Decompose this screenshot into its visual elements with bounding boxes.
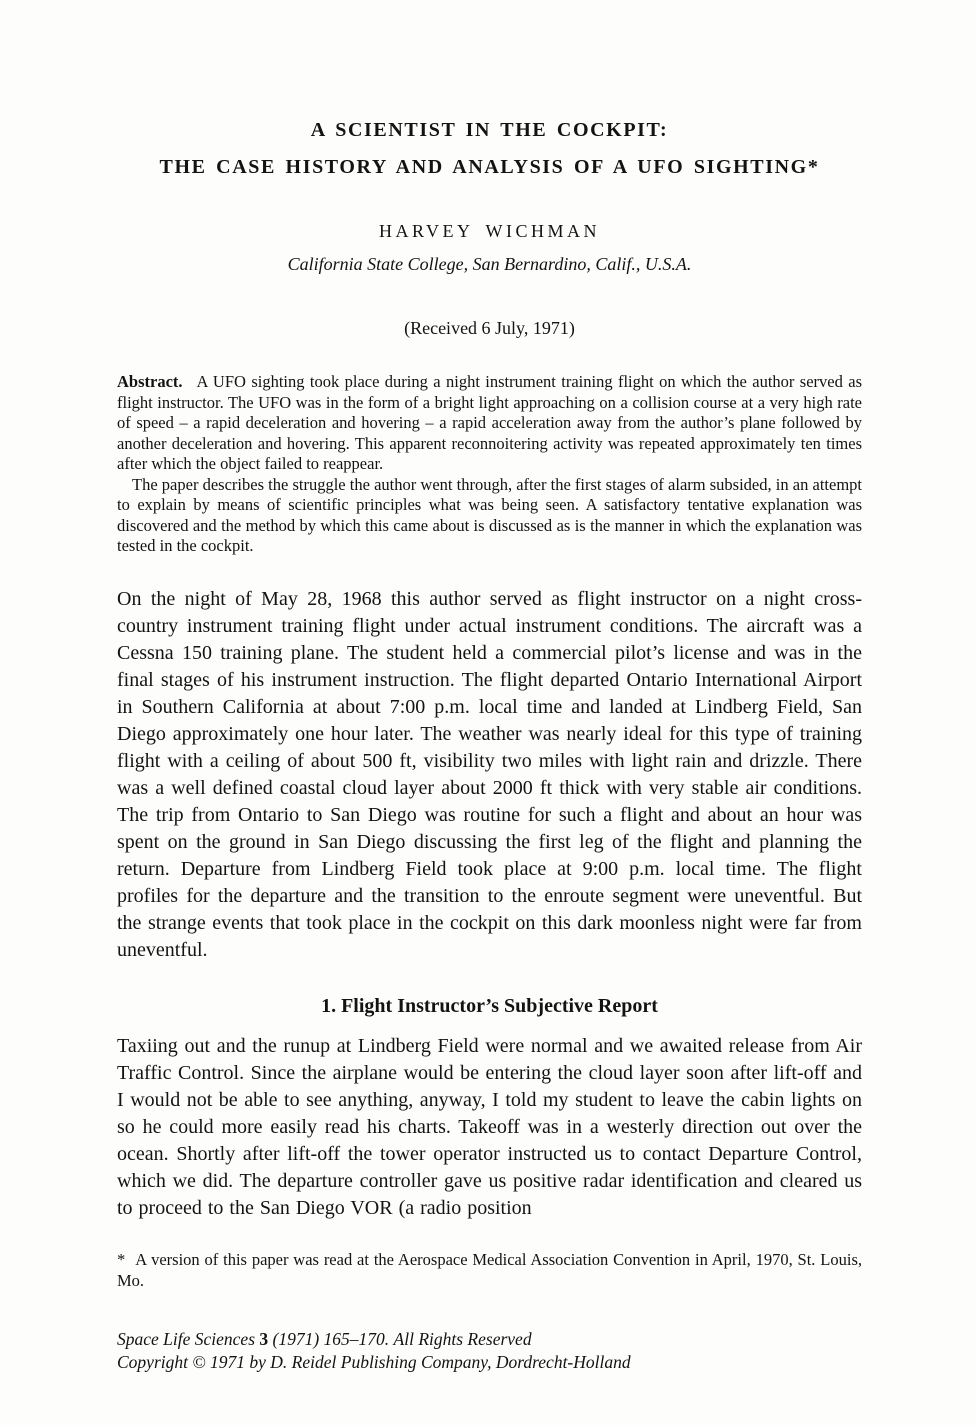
paper-title — [117, 112, 862, 186]
abstract-label: Abstract. — [117, 372, 183, 391]
abstract-paragraph-1-text: A UFO sighting took place during a night instrument training flight on which the author served as flight instructor. The UFO was in the form of a bright light approaching on a collision course at a very high rate of speed – a rapid deceleration and hovering – a rapid acceleration away from the author’s plane followed by another deceleration and hovering. This apparent reconnoitering activity was repeated approximately ten times after which the object failed to reappear. — [117, 372, 862, 473]
journal-name: Space Life Sciences — [117, 1328, 256, 1349]
author-name: HARVEY WICHMAN — [378, 221, 601, 241]
body-paragraph-1: On the night of May 28, 1968 this author served as flight instructor on a night cross-country instrument training flight under actual instrument conditions. The aircraft was a Cessna 150 training plane. The student held a commercial pilot’s license and was in the final stages of his instrument instruction. The flight departed Ontario International Airport in Southern California at about 7:00 p.m. local time and landed at Lindberg Field, San Diego approximately one hour later. The weather was nearly ideal for this type of training flight with a ceiling of about 500 ft, visibility two miles with light rain and drizzle. There was a well defined coastal cloud layer about 2000 ft thick with very stable air conditions. The trip from Ontario to San Diego was routine for such a flight and about an hour was spent on the ground in San Diego discussing the first leg of the flight and planning the return. Departure from Lindberg Field took place at 9:00 p.m. local time. The flight profiles for the departure and the transition to the enroute segment were uneventful. But the strange events that took place in the cockpit on this dark moonless night were far from uneventful. — [117, 587, 862, 961]
rights-statement: All Rights Reserved — [393, 1328, 532, 1349]
copyright-line: Copyright © 1971 by D. Reidel Publishing Company, Dordrecht-Holland — [117, 1351, 631, 1372]
journal-volume: 3 — [259, 1328, 269, 1349]
footnote-marker: * — [117, 1249, 126, 1269]
abstract-section — [117, 372, 862, 557]
author-affiliation: California State College, San Bernardino, Calif., U.S.A. — [287, 254, 692, 274]
section-1-heading: 1. Flight Instructor’s Subjective Report — [321, 994, 658, 1017]
journal-imprint — [117, 1328, 862, 1374]
abstract-paragraph-2: The paper describes the struggle the author went through, after the first stages of alarm subsided, in an attempt to explain by means of scientific principles what was being seen. A satisfactory tentative explanation was discovered and the method by which this came about is discussed as is the manner in which the explanation was tested in the cockpit. — [117, 474, 862, 555]
section-1-paragraph-1: Taxiing out and the runup at Lindberg Field were normal and we awaited release from Air Traffic Control. Since the airplane would be entering the cloud layer soon after lift-off and I would not be able to see anything, anyway, I told my student to leave the cabin lights on so he could more easily read his charts. Takeoff was in a westerly direction out over the ocean. Shortly after lift-off the tower operator instructed us to contact Departure Control, which we did. The departure controller gave us positive radar identification and cleared us to proceed to the San Diego VOR (a radio position — [117, 1034, 862, 1219]
journal-issue-pages: (1971) 165–170. — [272, 1328, 390, 1349]
received-date: (Received 6 July, 1971) — [404, 318, 575, 338]
footnote-text: A version of this paper was read at the Aerospace Medical Association Convention in April, 1970, St. Louis, Mo. — [117, 1249, 862, 1290]
paper-title-line-1: A SCIENTIST IN THE COCKPIT: — [310, 119, 669, 141]
abstract-paragraph-1 — [117, 372, 862, 475]
imprint-citation-line — [117, 1328, 862, 1351]
paper-title-line-2: THE CASE HISTORY AND ANALYSIS OF A UFO SIGHTING* — [159, 156, 820, 178]
article-body — [117, 586, 862, 1222]
footnote — [117, 1249, 862, 1291]
